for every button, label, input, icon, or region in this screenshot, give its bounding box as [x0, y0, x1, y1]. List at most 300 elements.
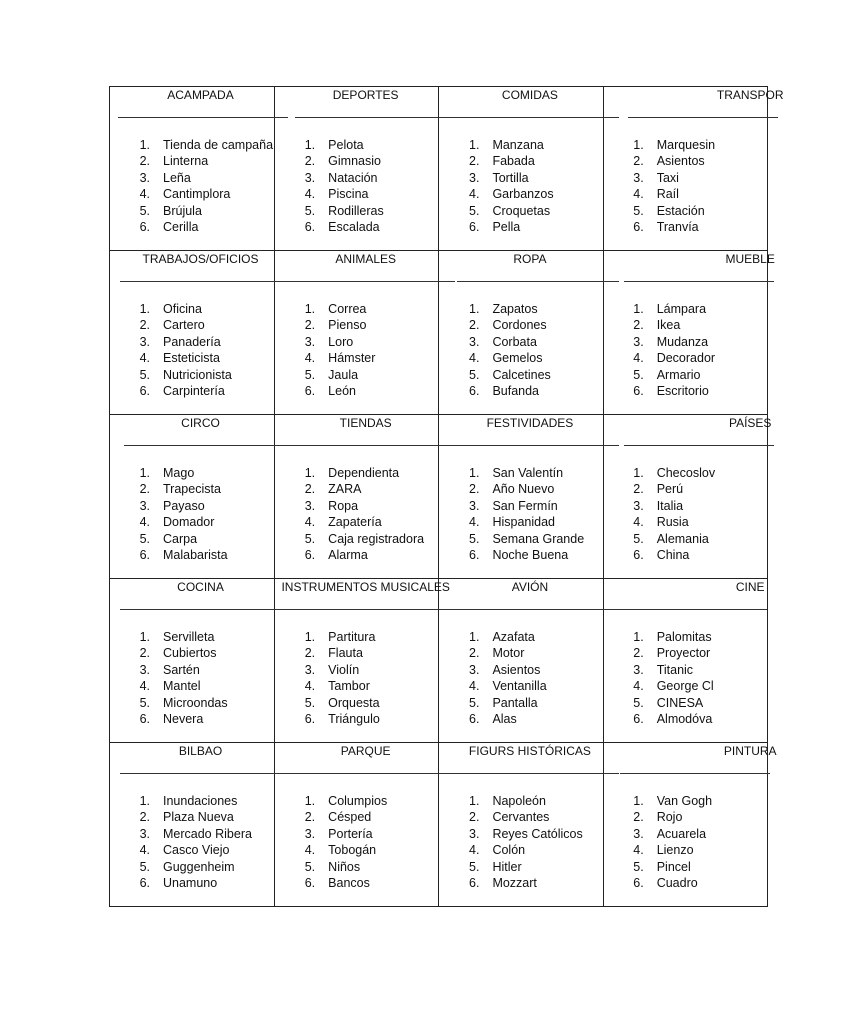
- item-number: 2.: [469, 482, 480, 497]
- answer-line: [118, 117, 288, 118]
- item-word: Pienso: [328, 318, 367, 333]
- item-number: 4.: [304, 515, 316, 530]
- item-word: Calcetines: [492, 367, 551, 382]
- answer-line: [457, 281, 619, 282]
- item-word: Fabada: [492, 154, 535, 169]
- item-word: Pella: [492, 219, 521, 234]
- item-number: 1.: [469, 630, 480, 644]
- category-cell: [275, 87, 439, 251]
- category-title: BILBAO: [178, 744, 223, 758]
- category-title: MUEBLE: [725, 252, 775, 266]
- item-word: Correa: [328, 302, 367, 316]
- category-cell: [603, 87, 784, 251]
- item-word: Cordones: [492, 318, 547, 333]
- item-word: Bancos: [328, 875, 370, 890]
- item-word: Brújula: [163, 203, 202, 218]
- item-word: Titanic: [656, 662, 694, 677]
- item-number: 5.: [304, 859, 316, 874]
- category-title: ACAMPADA: [167, 88, 234, 102]
- item-number: 2.: [304, 154, 316, 169]
- item-number: 5.: [139, 367, 150, 382]
- item-number: 3.: [139, 498, 150, 513]
- item-word: Linterna: [163, 154, 209, 169]
- item-number: 4.: [633, 679, 644, 694]
- category-title: PINTURA: [723, 744, 777, 758]
- item-word: Gemelos: [492, 351, 543, 366]
- item-word: Armario: [656, 367, 701, 382]
- item-number: 3.: [304, 170, 316, 185]
- item-number: 2.: [469, 318, 480, 333]
- item-number: 1.: [633, 138, 644, 152]
- answer-line: [291, 609, 455, 610]
- item-word: Esteticista: [163, 351, 220, 366]
- item-word: Payaso: [163, 498, 205, 513]
- item-number: 3.: [139, 662, 150, 677]
- item-word: Decorador: [656, 351, 716, 366]
- item-number: 5.: [139, 531, 150, 546]
- item-number: 1.: [633, 794, 644, 808]
- category-cell: [439, 579, 603, 743]
- answer-line: [455, 445, 619, 446]
- item-word: Ikea: [656, 318, 681, 333]
- item-number: 6.: [633, 383, 644, 398]
- item-word: Carpintería: [163, 383, 225, 398]
- category-cell: [439, 251, 603, 415]
- item-number: 6.: [304, 383, 316, 398]
- item-number: 1.: [633, 466, 644, 480]
- item-number: 2.: [139, 154, 150, 169]
- item-word: Hispanidad: [492, 515, 555, 530]
- item-word: Cubiertos: [163, 646, 217, 661]
- item-word: Plaza Nueva: [163, 810, 234, 825]
- item-word: Tienda de campaña: [163, 138, 274, 152]
- item-number: 3.: [469, 826, 480, 841]
- item-word: Almodóva: [656, 711, 713, 726]
- item-word: Napoleón: [492, 794, 546, 808]
- item-word: San Fermín: [492, 498, 558, 513]
- item-word: Partitura: [328, 630, 376, 644]
- item-word: CINESA: [656, 695, 704, 710]
- item-number: 2.: [139, 646, 150, 661]
- category-cell: [439, 415, 603, 579]
- item-word: Triángulo: [328, 711, 380, 726]
- item-number: 2.: [469, 810, 480, 825]
- item-word: Zapatos: [492, 302, 538, 316]
- category-cell: [275, 743, 439, 907]
- item-number: 6.: [469, 547, 480, 562]
- item-word: Inundaciones: [163, 794, 238, 808]
- item-number: 4.: [633, 351, 644, 366]
- category-cell: [275, 251, 439, 415]
- item-number: 4.: [139, 187, 150, 202]
- item-number: 4.: [139, 843, 150, 858]
- item-number: 5.: [139, 859, 150, 874]
- item-number: 5.: [633, 695, 644, 710]
- item-word: Nutricionista: [163, 367, 232, 382]
- item-word: Columpios: [328, 794, 388, 808]
- answer-line: [291, 445, 455, 446]
- item-word: Servilleta: [163, 630, 215, 644]
- item-word: Tortilla: [492, 170, 529, 185]
- item-word: Domador: [163, 515, 215, 530]
- answer-line: [617, 609, 767, 610]
- item-number: 6.: [633, 547, 644, 562]
- item-number: 4.: [469, 679, 480, 694]
- answer-line: [455, 609, 619, 610]
- item-word: Raíl: [656, 187, 679, 202]
- item-word: Sartén: [163, 662, 200, 677]
- item-number: 1.: [304, 138, 316, 152]
- item-number: 5.: [633, 531, 644, 546]
- item-number: 1.: [304, 302, 316, 316]
- answer-line: [124, 445, 294, 446]
- item-number: 3.: [304, 498, 316, 513]
- item-number: 3.: [633, 826, 644, 841]
- category-title: AVIÓN: [511, 580, 549, 594]
- item-number: 5.: [304, 695, 316, 710]
- item-word: León: [328, 383, 356, 398]
- item-number: 2.: [633, 646, 644, 661]
- item-word: Cerilla: [163, 219, 199, 234]
- item-number: 4.: [469, 515, 480, 530]
- item-word: Marquesin: [656, 138, 716, 152]
- item-word: Corbata: [492, 334, 537, 349]
- item-number: 3.: [469, 498, 480, 513]
- item-number: 5.: [633, 203, 644, 218]
- item-word: Guggenheim: [163, 859, 235, 874]
- grid-row: [110, 743, 768, 907]
- category-title: COMIDAS: [501, 88, 558, 102]
- item-word: Mercado Ribera: [163, 826, 252, 841]
- category-cell: [603, 579, 767, 743]
- item-number: 3.: [304, 826, 316, 841]
- item-word: Cartero: [163, 318, 205, 333]
- item-word: Microondas: [163, 695, 228, 710]
- category-cell: [275, 579, 450, 743]
- item-word: Croquetas: [492, 203, 551, 218]
- item-word: Ropa: [328, 498, 359, 513]
- item-word: Portería: [328, 826, 373, 841]
- category-cell: [603, 251, 775, 415]
- item-number: 4.: [304, 843, 316, 858]
- item-word: Casco Viejo: [163, 843, 230, 858]
- item-word: Nevera: [163, 711, 204, 726]
- item-number: 2.: [304, 482, 316, 497]
- item-word: Italia: [656, 498, 684, 513]
- item-number: 4.: [304, 187, 316, 202]
- category-cell: [110, 251, 275, 415]
- item-number: 4.: [139, 515, 150, 530]
- item-word: Garbanzos: [492, 187, 554, 202]
- item-number: 5.: [469, 695, 480, 710]
- item-number: 1.: [139, 138, 150, 152]
- item-word: Taxi: [656, 170, 679, 185]
- item-word: Malabarista: [163, 547, 228, 562]
- answer-line: [295, 117, 455, 118]
- item-number: 5.: [139, 695, 150, 710]
- item-word: Alemania: [656, 531, 709, 546]
- item-word: Flauta: [328, 646, 363, 661]
- item-word: Oficina: [163, 302, 202, 316]
- item-word: Caja registradora: [328, 531, 425, 546]
- item-word: Rodilleras: [328, 203, 384, 218]
- category-cell: [603, 415, 772, 579]
- item-word: George Cl: [656, 679, 714, 694]
- answer-line: [624, 281, 774, 282]
- item-word: Lienzo: [656, 843, 694, 858]
- item-number: 4.: [469, 187, 480, 202]
- category-title: TRABAJOS/OFICIOS: [142, 252, 259, 266]
- item-number: 6.: [139, 219, 150, 234]
- item-number: 6.: [139, 875, 150, 890]
- item-number: 3.: [469, 662, 480, 677]
- item-word: Ventanilla: [492, 679, 547, 694]
- category-title: ANIMALES: [335, 252, 397, 266]
- item-word: Checoslov: [656, 466, 716, 480]
- item-number: 2.: [139, 810, 150, 825]
- item-word: Panadería: [163, 334, 221, 349]
- item-word: Escritorio: [656, 383, 709, 398]
- item-number: 1.: [304, 794, 316, 808]
- item-number: 2.: [469, 154, 480, 169]
- item-word: Tranvía: [656, 219, 699, 234]
- item-word: Estación: [656, 203, 705, 218]
- item-number: 6.: [139, 547, 150, 562]
- item-number: 4.: [633, 187, 644, 202]
- item-word: Orquesta: [328, 695, 380, 710]
- item-number: 6.: [633, 219, 644, 234]
- grid-row: [110, 251, 768, 415]
- item-number: 2.: [633, 318, 644, 333]
- item-word: Carpa: [163, 531, 198, 546]
- item-number: 5.: [469, 859, 480, 874]
- item-word: San Valentín: [492, 466, 564, 480]
- item-number: 6.: [139, 711, 150, 726]
- item-word: Rusia: [656, 515, 689, 530]
- item-number: 2.: [633, 810, 644, 825]
- answer-line: [120, 773, 292, 774]
- item-number: 5.: [633, 367, 644, 382]
- category-title: TRANSPOR: [716, 88, 784, 102]
- item-number: 5.: [469, 531, 480, 546]
- item-number: 2.: [139, 482, 150, 497]
- item-number: 1.: [304, 630, 316, 644]
- item-number: 3.: [633, 334, 644, 349]
- item-word: Trapecista: [163, 482, 221, 497]
- item-number: 4.: [469, 351, 480, 366]
- item-word: Azafata: [492, 630, 535, 644]
- category-cell: [110, 579, 275, 743]
- item-word: Noche Buena: [492, 547, 569, 562]
- item-number: 3.: [633, 662, 644, 677]
- item-word: Pantalla: [492, 695, 538, 710]
- item-number: 5.: [304, 367, 316, 382]
- item-number: 6.: [139, 383, 150, 398]
- item-number: 2.: [139, 318, 150, 333]
- item-number: 6.: [469, 219, 480, 234]
- item-number: 2.: [633, 154, 644, 169]
- category-cell: [110, 415, 275, 579]
- item-word: Año Nuevo: [492, 482, 555, 497]
- category-title: FIGURS HISTÓRICAS: [468, 744, 591, 758]
- item-word: Colón: [492, 843, 526, 858]
- answer-line: [455, 117, 619, 118]
- item-word: Asientos: [656, 154, 705, 169]
- item-number: 4.: [469, 843, 480, 858]
- item-number: 4.: [139, 351, 150, 366]
- item-number: 4.: [304, 351, 316, 366]
- category-title: PARQUE: [340, 744, 391, 758]
- category-title: TIENDAS: [339, 416, 392, 430]
- category-title: DEPORTES: [332, 88, 399, 102]
- item-word: Mago: [163, 466, 195, 480]
- item-number: 2.: [304, 318, 316, 333]
- item-number: 6.: [304, 875, 316, 890]
- item-word: Leña: [163, 170, 191, 185]
- item-word: Escalada: [328, 219, 380, 234]
- category-cell: [110, 743, 275, 907]
- grid-row: [110, 415, 768, 579]
- item-number: 3.: [304, 662, 316, 677]
- item-word: Jaula: [328, 367, 359, 382]
- item-number: 3.: [139, 170, 150, 185]
- answer-line: [120, 281, 292, 282]
- item-number: 2.: [304, 646, 316, 661]
- item-word: Mantel: [163, 679, 201, 694]
- item-word: Van Gogh: [656, 794, 713, 808]
- item-number: 6.: [633, 711, 644, 726]
- grid-row: [110, 579, 768, 743]
- item-number: 4.: [633, 515, 644, 530]
- item-number: 1.: [139, 794, 150, 808]
- item-word: Natación: [328, 170, 378, 185]
- answer-line: [628, 117, 778, 118]
- item-number: 1.: [633, 302, 644, 316]
- item-word: Mozzart: [492, 875, 537, 890]
- item-word: Reyes Católicos: [492, 826, 583, 841]
- category-cell: [275, 415, 439, 579]
- category-title: COCINA: [177, 580, 224, 594]
- item-number: 1.: [469, 466, 480, 480]
- item-word: Zapatería: [328, 515, 382, 530]
- item-word: Unamuno: [163, 875, 218, 890]
- item-word: Alas: [492, 711, 517, 726]
- category-title: CINE: [735, 580, 765, 594]
- item-number: 6.: [469, 711, 480, 726]
- item-word: Loro: [328, 334, 354, 349]
- category-title: CIRCO: [181, 416, 220, 430]
- item-number: 5.: [633, 859, 644, 874]
- item-number: 2.: [633, 482, 644, 497]
- item-word: Hámster: [328, 351, 376, 366]
- item-word: Tobogán: [328, 843, 377, 858]
- item-word: Niños: [328, 859, 361, 874]
- item-word: Cantimplora: [163, 187, 231, 202]
- item-number: 3.: [633, 170, 644, 185]
- item-number: 5.: [304, 531, 316, 546]
- category-cell: [439, 743, 603, 907]
- item-word: ZARA: [328, 482, 362, 497]
- item-number: 1.: [139, 302, 150, 316]
- item-word: Cervantes: [492, 810, 550, 825]
- item-number: 1.: [469, 138, 480, 152]
- item-number: 5.: [304, 203, 316, 218]
- item-word: Palomitas: [656, 630, 712, 644]
- item-number: 6.: [633, 875, 644, 890]
- item-number: 5.: [469, 367, 480, 382]
- grid-row: [110, 87, 768, 251]
- answer-line: [624, 445, 774, 446]
- item-number: 5.: [139, 203, 150, 218]
- category-title: PAÍSES: [728, 416, 772, 430]
- item-number: 6.: [469, 875, 480, 890]
- item-word: Césped: [328, 810, 372, 825]
- item-number: 3.: [139, 826, 150, 841]
- item-number: 1.: [139, 630, 150, 644]
- item-number: 3.: [304, 334, 316, 349]
- item-word: Piscina: [328, 187, 369, 202]
- item-word: Gimnasio: [328, 154, 381, 169]
- item-number: 1.: [633, 630, 644, 644]
- category-title: ROPA: [513, 252, 547, 266]
- item-word: Hitler: [492, 859, 522, 874]
- item-word: Semana Grande: [492, 531, 585, 546]
- item-number: 1.: [469, 302, 480, 316]
- item-number: 1.: [304, 466, 316, 480]
- answer-line: [455, 773, 619, 774]
- item-number: 6.: [304, 711, 316, 726]
- item-word: Pincel: [656, 859, 691, 874]
- item-word: Manzana: [492, 138, 544, 152]
- item-number: 6.: [469, 383, 480, 398]
- category-word-grid: [109, 86, 784, 907]
- item-word: Cuadro: [656, 875, 698, 890]
- item-number: 3.: [469, 170, 480, 185]
- category-cell: [110, 87, 275, 251]
- category-title: INSTRUMENTOS MUSICALES: [281, 580, 450, 594]
- item-number: 4.: [139, 679, 150, 694]
- category-title: FESTIVIDADES: [486, 416, 574, 430]
- item-number: 4.: [304, 679, 316, 694]
- item-word: Asientos: [492, 662, 541, 677]
- item-word: Bufanda: [492, 383, 540, 398]
- item-number: 1.: [139, 466, 150, 480]
- item-word: Violín: [328, 662, 360, 677]
- item-word: Pelota: [328, 138, 364, 152]
- item-word: Rojo: [656, 810, 683, 825]
- answer-line: [620, 773, 770, 774]
- answer-line: [283, 281, 455, 282]
- item-number: 6.: [304, 547, 316, 562]
- item-word: Dependienta: [328, 466, 400, 480]
- item-word: Lámpara: [656, 302, 707, 316]
- item-number: 4.: [633, 843, 644, 858]
- item-number: 3.: [469, 334, 480, 349]
- item-word: Motor: [492, 646, 525, 661]
- category-cell: [603, 743, 777, 907]
- item-word: Acuarela: [656, 826, 707, 841]
- item-number: 6.: [304, 219, 316, 234]
- item-word: China: [656, 547, 690, 562]
- item-number: 3.: [633, 498, 644, 513]
- item-word: Tambor: [328, 679, 370, 694]
- category-cell: [439, 87, 603, 251]
- item-word: Mudanza: [656, 334, 709, 349]
- item-word: Alarma: [328, 547, 368, 562]
- answer-line: [120, 609, 292, 610]
- item-number: 5.: [469, 203, 480, 218]
- answer-line: [287, 773, 455, 774]
